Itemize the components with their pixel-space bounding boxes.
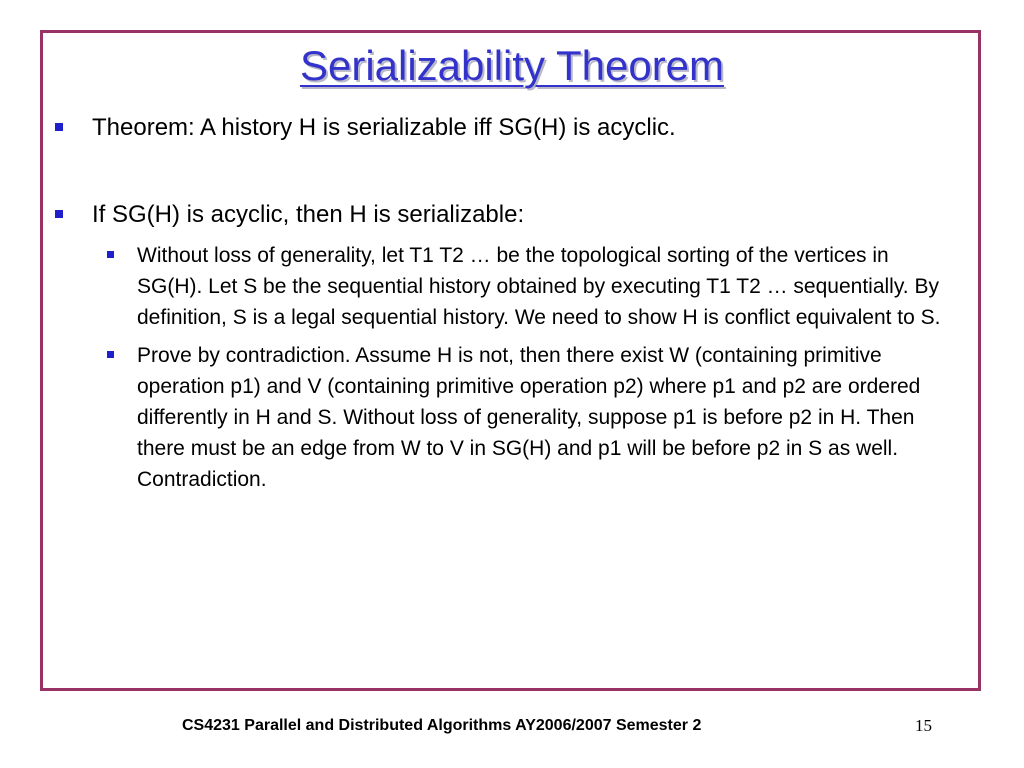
slide-footer: CS4231 Parallel and Distributed Algorithms AY2006/2007 Semester 2 — [182, 717, 702, 734]
slide-title: Serializability Theorem — [299, 42, 725, 89]
sub-bullet-text: Without loss of generality, let T1 T2 … be the topological sorting of the vertices in SG(H). Let S be the sequential history obtained by executing T1 T2 … sequentially. By definition, S is a legal sequential history. We need to show H is conflict equivalent to S. — [137, 244, 941, 329]
sub-bullet-topological-sort — [137, 240, 952, 333]
square-bullet-icon — [107, 251, 114, 258]
square-bullet-icon — [55, 210, 63, 218]
page-number: 15 — [915, 716, 932, 735]
sub-bullet-list — [137, 240, 952, 502]
bullet-text: Theorem: A history H is serializable iff SG(H) is acyclic. — [92, 114, 676, 141]
square-bullet-icon — [55, 123, 63, 131]
sub-bullet-contradiction — [137, 340, 952, 495]
bullet-proof-direction — [92, 200, 952, 230]
square-bullet-icon — [107, 351, 114, 358]
bullet-theorem — [92, 113, 952, 143]
sub-bullet-text: Prove by contradiction. Assume H is not, then there exist W (containing primitive operation p1) and V (containing primitive operation p2) where p1 and p2 are ordered differently in H and S. Without loss of generality, suppose p1 is before p2 in H. Then there must be an edge from W to V in SG(H) and p1 will be before p2 in S as well. Contradiction. — [137, 344, 921, 491]
bullet-text: If SG(H) is acyclic, then H is serializable: — [92, 201, 525, 228]
